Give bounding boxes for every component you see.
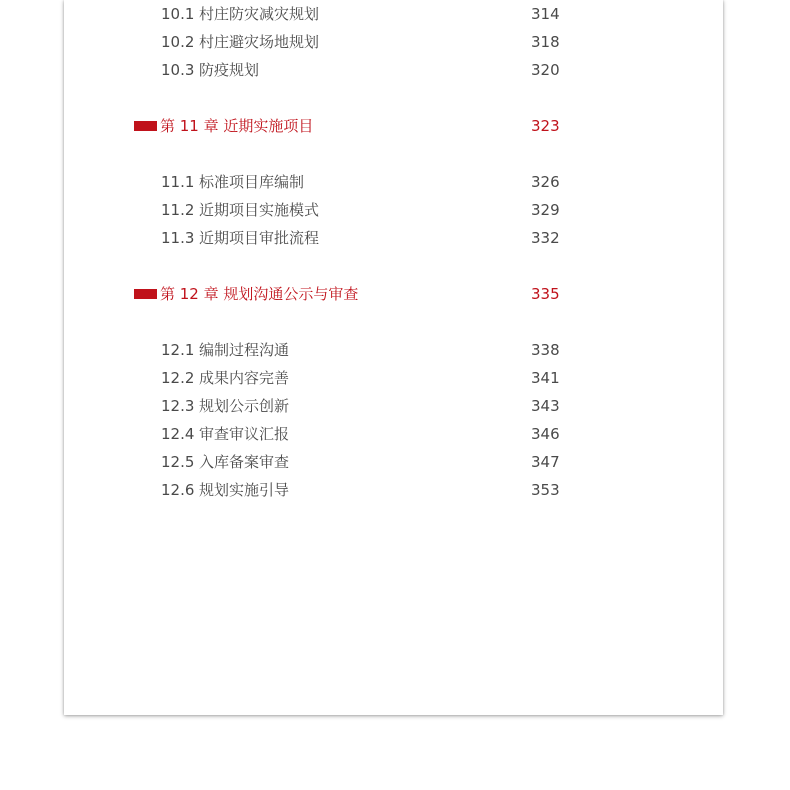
page-number: 341	[531, 369, 560, 387]
document-page	[64, 0, 723, 715]
page-number: 347	[531, 453, 560, 471]
page-number: 343	[531, 397, 560, 415]
page-number: 338	[531, 341, 560, 359]
toc-chapter-11[interactable]	[64, 112, 723, 140]
toc-chapter-12[interactable]	[64, 280, 723, 308]
toc-entry-12-2[interactable]	[64, 364, 723, 392]
section-number: 12.5	[161, 453, 195, 471]
chapter-marker	[134, 121, 157, 131]
section-number: 12.4	[161, 425, 195, 443]
page-number: 332	[531, 229, 560, 247]
section-title: 入库备案审查	[199, 453, 290, 471]
page-number: 320	[531, 61, 560, 79]
toc-entry-11-3[interactable]	[64, 224, 723, 252]
toc-entry-10-2[interactable]	[64, 28, 723, 56]
section-title: 近期项目审批流程	[199, 229, 320, 247]
toc-entry-12-4[interactable]	[64, 420, 723, 448]
section-number: 10.3	[161, 61, 195, 79]
section-number: 11.3	[161, 229, 195, 247]
toc-entry-10-3[interactable]	[64, 56, 723, 84]
section-title: 村庄防灾减灾规划	[199, 5, 320, 23]
section-number: 12.1	[161, 341, 195, 359]
toc-entry-12-1[interactable]	[64, 336, 723, 364]
toc-entry-11-2[interactable]	[64, 196, 723, 224]
section-number: 12.3	[161, 397, 195, 415]
page-number: 353	[531, 481, 560, 499]
page-number: 329	[531, 201, 560, 219]
section-title: 近期项目实施模式	[199, 201, 320, 219]
toc-entry-11-1[interactable]	[64, 168, 723, 196]
section-title: 标准项目库编制	[199, 173, 305, 191]
section-title: 编制过程沟通	[199, 341, 290, 359]
section-title: 规划实施引导	[199, 481, 290, 499]
chapter-marker	[134, 289, 157, 299]
toc-entry-12-3[interactable]	[64, 392, 723, 420]
section-number: 10.1	[161, 5, 195, 23]
section-number: 11.2	[161, 201, 195, 219]
section-number: 10.2	[161, 33, 195, 51]
page-number: 335	[531, 285, 560, 303]
section-number: 11.1	[161, 173, 195, 191]
page-number: 346	[531, 425, 560, 443]
section-title: 防疫规划	[199, 61, 260, 79]
section-number: 12.2	[161, 369, 195, 387]
page-number: 314	[531, 5, 560, 23]
toc-entry-12-5[interactable]	[64, 448, 723, 476]
page-number: 326	[531, 173, 560, 191]
section-title: 村庄避灾场地规划	[199, 33, 320, 51]
page-number: 323	[531, 117, 560, 135]
section-number: 12.6	[161, 481, 195, 499]
chapter-title: 第 11 章 近期实施项目	[160, 117, 314, 135]
page-number: 318	[531, 33, 560, 51]
toc-entry-12-6[interactable]	[64, 476, 723, 504]
chapter-title: 第 12 章 规划沟通公示与审查	[160, 285, 359, 303]
section-title: 规划公示创新	[199, 397, 290, 415]
section-title: 审查审议汇报	[199, 425, 290, 443]
toc-entry-10-1[interactable]	[64, 0, 723, 28]
section-title: 成果内容完善	[199, 369, 290, 387]
